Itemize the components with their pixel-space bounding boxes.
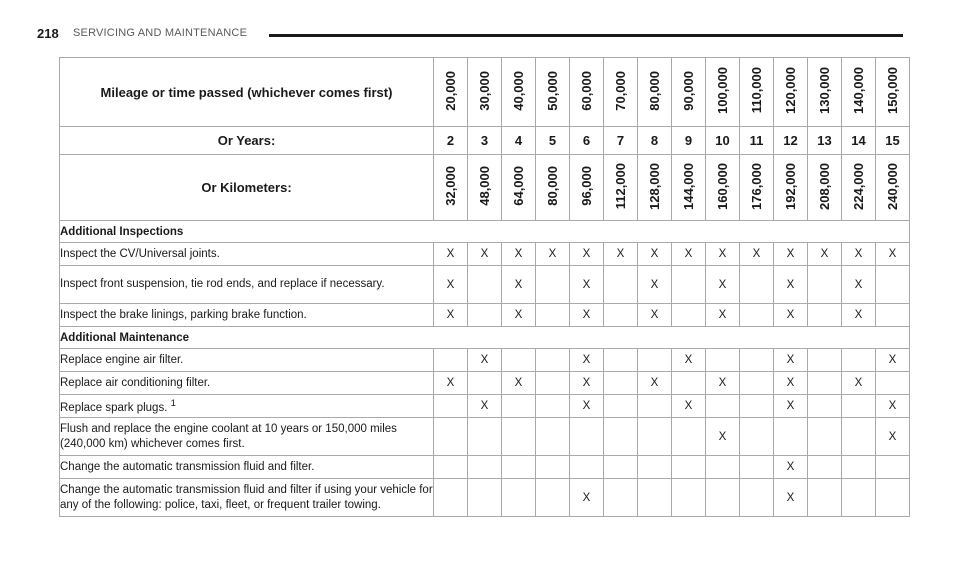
mileage-header-row-value: 90,000: [681, 70, 696, 111]
year-value: 5: [536, 127, 570, 155]
year-value: 8: [638, 127, 672, 155]
service-mark: X: [434, 372, 468, 395]
service-mark: [604, 266, 638, 304]
service-mark: [876, 372, 910, 395]
service-mark: X: [434, 266, 468, 304]
mileage-header-row-value: 140,000: [851, 67, 866, 114]
service-mark: [638, 456, 672, 479]
mileage-header-row-cell: [570, 58, 604, 127]
service-mark: [434, 418, 468, 456]
service-mark: [502, 479, 536, 517]
service-mark: X: [638, 266, 672, 304]
mileage-header-row-cell: [536, 58, 570, 127]
service-mark: [740, 456, 774, 479]
service-mark: [434, 349, 468, 372]
service-mark: [536, 372, 570, 395]
service-mark: [434, 456, 468, 479]
schedule-row: [60, 372, 910, 395]
service-item-label: [60, 349, 434, 372]
years-label: Or Years:: [60, 127, 434, 155]
service-mark: X: [876, 418, 910, 456]
service-mark: [468, 304, 502, 327]
mileage-header-row-cell: [706, 58, 740, 127]
service-mark: X: [842, 243, 876, 266]
kilometers-header-row-cell: [434, 155, 468, 221]
service-item-text: Inspect front suspension, tie rod ends, and replace if necessary.: [60, 278, 385, 290]
service-mark: [536, 418, 570, 456]
service-mark: [468, 456, 502, 479]
mileage-header-row-value: 70,000: [613, 70, 628, 111]
service-mark: [570, 456, 604, 479]
service-item-text: Inspect the brake linings, parking brake function.: [60, 308, 307, 321]
service-mark: [808, 395, 842, 418]
service-mark: [468, 372, 502, 395]
service-mark: [604, 418, 638, 456]
service-mark: X: [842, 372, 876, 395]
section-row: [60, 221, 910, 243]
service-mark: [672, 479, 706, 517]
mileage-header-row-value: 60,000: [579, 70, 594, 111]
service-mark: [638, 349, 672, 372]
service-mark: X: [570, 304, 604, 327]
service-mark: X: [740, 243, 774, 266]
service-mark: X: [706, 266, 740, 304]
mileage-header-row-cell: [740, 58, 774, 127]
year-value: 9: [672, 127, 706, 155]
service-mark: X: [502, 243, 536, 266]
kilometers-header-row-cell: [536, 155, 570, 221]
mileage-header-row-cell: [434, 58, 468, 127]
section-row: [60, 327, 910, 349]
service-mark: [740, 349, 774, 372]
service-mark: [604, 349, 638, 372]
kilometers-header-row-cell: [672, 155, 706, 221]
mileage-header-row-value: 40,000: [511, 70, 526, 111]
service-mark: X: [774, 243, 808, 266]
service-item-text: Change the automatic transmission fluid and filter if using your vehicle for any of the following: police, taxi, fleet, or frequent trailer towing.: [60, 483, 433, 511]
service-mark: [876, 304, 910, 327]
service-item-label: [60, 418, 434, 456]
mileage-header-row-cell: [604, 58, 638, 127]
kilometers-header-row-cell: [604, 155, 638, 221]
service-mark: X: [638, 372, 672, 395]
service-mark: X: [842, 266, 876, 304]
service-mark: X: [434, 243, 468, 266]
kilometers-header-row-value: 96,000: [579, 166, 594, 206]
service-mark: X: [876, 395, 910, 418]
service-mark: [638, 479, 672, 517]
kilometers-header-row-cell: [740, 155, 774, 221]
section-title: Additional Maintenance: [60, 327, 910, 349]
service-mark: [876, 456, 910, 479]
service-item-label: [60, 479, 434, 517]
service-mark: X: [808, 243, 842, 266]
service-mark: X: [774, 372, 808, 395]
years-row: [60, 127, 910, 155]
kilometers-header-row-cell: [842, 155, 876, 221]
service-mark: [842, 349, 876, 372]
kilometers-header-row-cell: [638, 155, 672, 221]
mileage-header-row-value: 50,000: [545, 70, 560, 111]
header-rule: [269, 34, 903, 37]
service-mark: X: [570, 349, 604, 372]
service-mark: [740, 479, 774, 517]
kilometers-header-row-value: 32,000: [443, 166, 458, 206]
service-mark: [876, 479, 910, 517]
service-mark: [638, 395, 672, 418]
service-mark: [468, 479, 502, 517]
service-mark: X: [774, 456, 808, 479]
service-mark: X: [638, 304, 672, 327]
schedule-row: [60, 418, 910, 456]
kilometers-header-row-cell: [706, 155, 740, 221]
kilometers-header-row-value: 240,000: [885, 162, 900, 210]
kilometers-header-row-value: 160,000: [715, 162, 730, 210]
service-mark: [468, 266, 502, 304]
service-mark: X: [638, 243, 672, 266]
service-item-text: Inspect the CV/Universal joints.: [60, 247, 220, 260]
service-mark: X: [502, 266, 536, 304]
schedule-row: [60, 243, 910, 266]
page-header: [37, 26, 903, 42]
service-mark: [672, 418, 706, 456]
footnote-marker: 1: [170, 398, 176, 410]
service-mark: [706, 479, 740, 517]
service-mark: X: [706, 418, 740, 456]
kilometers-header-row-cell: [774, 155, 808, 221]
service-mark: [502, 456, 536, 479]
mileage-header-row: [60, 58, 910, 127]
service-mark: X: [672, 395, 706, 418]
service-mark: [808, 266, 842, 304]
kilometers-header-row-value: 48,000: [477, 166, 492, 206]
service-mark: [808, 456, 842, 479]
service-mark: [808, 418, 842, 456]
page-number: 218: [37, 26, 59, 41]
service-mark: X: [842, 304, 876, 327]
kilometers-header-row-value: 64,000: [511, 166, 526, 206]
schedule-row: [60, 395, 910, 418]
mileage-header-row-value: 80,000: [647, 70, 662, 111]
year-value: 2: [434, 127, 468, 155]
kilometers-header-row-value: 128,000: [647, 162, 662, 210]
kilometers-header-row-value: 208,000: [817, 162, 832, 210]
schedule-row: [60, 266, 910, 304]
year-value: 14: [842, 127, 876, 155]
service-mark: [638, 418, 672, 456]
service-mark: [808, 479, 842, 517]
service-mark: X: [502, 304, 536, 327]
maintenance-schedule-table: [59, 57, 910, 517]
service-mark: X: [672, 243, 706, 266]
service-mark: [434, 395, 468, 418]
service-mark: [842, 395, 876, 418]
service-mark: [740, 418, 774, 456]
service-mark: [502, 418, 536, 456]
mileage-header-row-value: 30,000: [477, 70, 492, 111]
service-mark: [604, 304, 638, 327]
kilometers-header-row-cell: [808, 155, 842, 221]
service-mark: X: [774, 349, 808, 372]
mileage-header-row-value: 130,000: [817, 67, 832, 114]
service-mark: [672, 266, 706, 304]
service-mark: X: [774, 304, 808, 327]
service-mark: [842, 418, 876, 456]
mileage-header-row-cell: [808, 58, 842, 127]
mileage-header-row-label: Mileage or time passed (whichever comes first): [60, 58, 434, 127]
schedule-row: [60, 456, 910, 479]
service-mark: X: [468, 243, 502, 266]
mileage-header-row-value: 150,000: [885, 67, 900, 114]
service-mark: [706, 395, 740, 418]
mileage-header-row-cell: [774, 58, 808, 127]
mileage-header-row-cell: [468, 58, 502, 127]
mileage-header-row-cell: [502, 58, 536, 127]
service-mark: [740, 266, 774, 304]
service-mark: [570, 418, 604, 456]
service-mark: [740, 395, 774, 418]
kilometers-header-row-cell: [468, 155, 502, 221]
schedule-row: [60, 349, 910, 372]
service-item-label: [60, 372, 434, 395]
mileage-header-row-value: 120,000: [783, 67, 798, 114]
service-mark: [604, 479, 638, 517]
kilometers-header-row-value: 176,000: [749, 162, 764, 210]
mileage-header-row-value: 110,000: [749, 67, 764, 114]
service-mark: X: [706, 304, 740, 327]
kilometers-header-row-label: Or Kilometers:: [60, 155, 434, 221]
schedule-row: [60, 304, 910, 327]
service-item-text: Change the automatic transmission fluid and filter.: [60, 460, 315, 473]
service-mark: [672, 456, 706, 479]
service-mark: [706, 349, 740, 372]
year-value: 4: [502, 127, 536, 155]
service-mark: [536, 304, 570, 327]
service-mark: X: [502, 372, 536, 395]
service-mark: [536, 266, 570, 304]
year-value: 11: [740, 127, 774, 155]
schedule-row: [60, 479, 910, 517]
service-mark: [808, 304, 842, 327]
service-mark: X: [774, 479, 808, 517]
section-title: Additional Inspections: [60, 221, 910, 243]
service-mark: X: [672, 349, 706, 372]
section-title: SERVICING AND MAINTENANCE: [73, 27, 248, 39]
service-item-label: [60, 243, 434, 266]
service-mark: X: [570, 372, 604, 395]
year-value: 15: [876, 127, 910, 155]
service-item-text: Replace spark plugs.: [60, 401, 168, 414]
year-value: 12: [774, 127, 808, 155]
service-mark: X: [706, 243, 740, 266]
service-mark: X: [570, 266, 604, 304]
service-mark: X: [468, 349, 502, 372]
kilometers-header-row: [60, 155, 910, 221]
service-mark: [502, 349, 536, 372]
service-mark: [876, 266, 910, 304]
service-mark: [604, 372, 638, 395]
year-value: 10: [706, 127, 740, 155]
kilometers-header-row-value: 112,000: [613, 162, 628, 210]
service-mark: X: [774, 395, 808, 418]
service-mark: [808, 349, 842, 372]
service-item-text: Replace engine air filter.: [60, 353, 184, 366]
service-mark: [672, 304, 706, 327]
service-mark: [536, 479, 570, 517]
service-mark: [604, 395, 638, 418]
service-mark: [740, 304, 774, 327]
service-mark: X: [570, 395, 604, 418]
service-mark: X: [570, 479, 604, 517]
mileage-header-row-cell: [638, 58, 672, 127]
service-mark: X: [876, 349, 910, 372]
service-mark: [502, 395, 536, 418]
kilometers-header-row-cell: [876, 155, 910, 221]
kilometers-header-row-value: 224,000: [851, 162, 866, 210]
kilometers-header-row-value: 80,000: [545, 166, 560, 206]
mileage-header-row-cell: [876, 58, 910, 127]
service-mark: [604, 456, 638, 479]
service-mark: X: [570, 243, 604, 266]
mileage-header-row-value: 20,000: [443, 70, 458, 111]
service-mark: [434, 479, 468, 517]
service-mark: [774, 418, 808, 456]
year-value: 13: [808, 127, 842, 155]
service-item-text: Flush and replace the engine coolant at 10 years or 150,000 miles (240,000 km) whichever comes first.: [60, 422, 397, 450]
service-mark: [536, 395, 570, 418]
service-item-label: [60, 456, 434, 479]
mileage-header-row-cell: [672, 58, 706, 127]
service-mark: X: [604, 243, 638, 266]
service-item-label: [60, 304, 434, 327]
service-mark: X: [434, 304, 468, 327]
mileage-header-row-cell: [842, 58, 876, 127]
service-mark: X: [876, 243, 910, 266]
service-mark: X: [774, 266, 808, 304]
service-mark: [536, 456, 570, 479]
kilometers-header-row-value: 144,000: [681, 162, 696, 210]
year-value: 6: [570, 127, 604, 155]
service-mark: [808, 372, 842, 395]
service-item-label: [60, 395, 434, 418]
service-mark: [706, 456, 740, 479]
service-mark: X: [706, 372, 740, 395]
service-mark: [536, 349, 570, 372]
kilometers-header-row-value: 192,000: [783, 162, 798, 210]
service-mark: X: [536, 243, 570, 266]
service-item-label: [60, 266, 434, 304]
year-value: 3: [468, 127, 502, 155]
year-value: 7: [604, 127, 638, 155]
service-mark: [672, 372, 706, 395]
kilometers-header-row-cell: [570, 155, 604, 221]
service-mark: [842, 456, 876, 479]
mileage-header-row-value: 100,000: [715, 67, 730, 114]
service-item-text: Replace air conditioning filter.: [60, 376, 211, 389]
service-mark: X: [468, 395, 502, 418]
kilometers-header-row-cell: [502, 155, 536, 221]
service-mark: [468, 418, 502, 456]
service-mark: [740, 372, 774, 395]
service-mark: [842, 479, 876, 517]
